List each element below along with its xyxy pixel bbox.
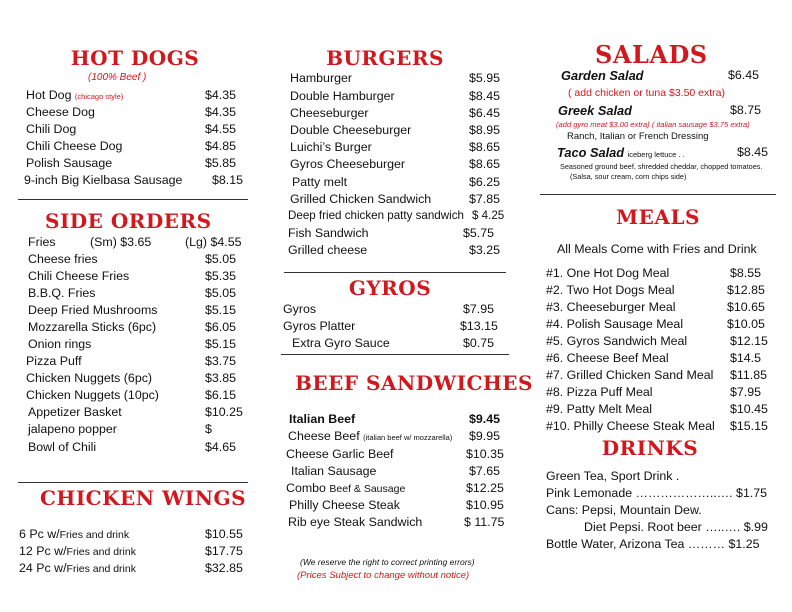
meals-title: MEALS (616, 205, 700, 229)
divider (18, 199, 248, 200)
meals-subtitle: All Meals Come with Fries and Drink (557, 242, 757, 256)
item-price: $12.15 (730, 334, 768, 348)
menu-item: Cheese Garlic Beef (286, 447, 394, 461)
item-price: $5.05 (205, 252, 237, 266)
item-price: $8.45 (469, 89, 501, 103)
dressing-options: Ranch, Italian or French Dressing (567, 131, 709, 142)
menu-item: Hot Dog (chicago style) (26, 88, 124, 102)
footnote-printing-errors: (We reserve the right to correct printing errors) (300, 557, 475, 567)
item-price: $5.05 (205, 286, 237, 300)
menu-item: Extra Gyro Sauce (292, 336, 390, 350)
item-price: $7.85 (469, 192, 501, 206)
menu-item: Gyros Cheeseburger (290, 157, 406, 171)
menu-item: 9-inch Big Kielbasa Sausage (24, 173, 183, 187)
footnote-prices-change: (Prices Subject to change without notice) (297, 570, 470, 581)
hot-dogs-title: HOT DOGS (70, 46, 200, 70)
item-price: $0.75 (463, 336, 495, 350)
taco-sides: (Salsa, sour cream, corn chips side) (570, 172, 687, 181)
salads-title: SALADS (595, 40, 708, 69)
menu-item: Luichi’s Burger (290, 140, 372, 154)
menu-item: #3. Cheeseburger Meal (546, 300, 676, 314)
item-price: $5.15 (205, 303, 237, 317)
divider (18, 482, 248, 483)
item-price: $5.85 (205, 156, 237, 170)
divider (540, 194, 776, 195)
menu-item: Cheese fries (28, 252, 98, 266)
menu-item: Deep fried chicken patty sandwich (288, 209, 464, 222)
item-price: $3.85 (205, 371, 237, 385)
menu-item: #6. Cheese Beef Meal (546, 351, 669, 365)
menu-item: Chili Cheese Fries (28, 269, 130, 283)
item-price: $8.15 (212, 173, 244, 187)
salad-note: ( add chicken or tuna $3.50 extra) (568, 87, 726, 99)
menu-item: Cheese Beef (italian beef w/ mozzarella) (288, 429, 453, 443)
menu-item: Gyros Platter (283, 319, 356, 333)
item-price: $ 11.75 (464, 515, 505, 529)
menu-item: #4. Polish Sausage Meal (546, 317, 684, 331)
item-price: $5.15 (205, 337, 237, 351)
item-price: $6.25 (469, 175, 501, 189)
menu-item: 24 Pc w/Fries and drink (19, 561, 136, 575)
item-price: $12.85 (727, 283, 765, 297)
item-price: $13.15 (460, 319, 498, 333)
chicken-wings-title: CHICKEN WINGS (40, 486, 247, 510)
item-price: $10.95 (466, 498, 504, 512)
menu-item: Chicken Nuggets (6pc) (26, 371, 153, 385)
menu-item: Grilled cheese (288, 243, 368, 257)
menu-item: Patty melt (292, 175, 348, 189)
item-price: $14.5 (730, 351, 762, 365)
item-price: $4.55 (205, 122, 237, 136)
item-price: $6.05 (205, 320, 237, 334)
menu-item: Chicken Nuggets (10pc) (26, 388, 159, 402)
item-price: $6.15 (205, 388, 237, 402)
item-price: $4.35 (205, 105, 237, 119)
item-price: $9.95 (469, 429, 501, 443)
menu-item: #2. Two Hot Dogs Meal (546, 283, 675, 297)
menu-item: Combo Beef & Sausage (286, 481, 406, 495)
item-price: $6.45 (469, 106, 501, 120)
menu-item: jalapeno popper (28, 422, 117, 436)
menu-item: Appetizer Basket (28, 405, 122, 419)
menu-item: Bowl of Chili (28, 440, 97, 454)
item-price: $8.95 (469, 123, 501, 137)
menu-item: Rib eye Steak Sandwich (288, 515, 423, 529)
item-price: $3.75 (205, 354, 237, 368)
menu-item: Double Hamburger (290, 89, 395, 103)
item-price: $10.05 (727, 317, 765, 331)
menu-item: #9. Patty Melt Meal (546, 402, 653, 416)
menu-item: B.B.Q. Fries (28, 286, 96, 300)
menu-item: Fish Sandwich (288, 226, 369, 240)
item-price: $8.75 (730, 103, 762, 117)
item-price: $7.95 (730, 385, 762, 399)
menu-item: #8. Pizza Puff Meal (546, 385, 653, 399)
item-price: $4.35 (205, 88, 237, 102)
item-price: $12.25 (466, 481, 504, 495)
menu-item: Onion rings (28, 337, 92, 351)
menu-item: 6 Pc w/Fries and drink (19, 527, 130, 541)
item-price: $7.95 (463, 302, 495, 316)
item-price: $ 4.25 (472, 209, 505, 222)
menu-item: Polish Sausage (26, 156, 113, 170)
menu-item: #5. Gyros Sandwich Meal (546, 334, 688, 348)
drink-line: Cans: Pepsi, Mountain Dew. (546, 503, 702, 517)
item-price: $9.45 (469, 412, 501, 426)
item-price: $15.15 (730, 419, 768, 433)
menu-item: Italian Sausage (291, 464, 377, 478)
menu-item: Mozzarella Sticks (6pc) (28, 320, 157, 334)
menu-item: Chili Cheese Dog (26, 139, 123, 153)
gyros-title: GYROS (348, 276, 432, 300)
item-price: $10.35 (466, 447, 504, 461)
divider (284, 272, 506, 273)
menu-item: 12 Pc w/Fries and drink (19, 544, 136, 558)
item-price: $10.65 (727, 300, 765, 314)
menu-item: Philly Cheese Steak (289, 498, 400, 512)
item-price: $8.65 (469, 140, 501, 154)
menu-item: Greek Salad (558, 103, 632, 118)
menu-item: Pizza Puff (26, 354, 82, 368)
menu-item: Deep Fried Mushrooms (28, 303, 158, 317)
item-price: $8.65 (469, 157, 501, 171)
item-price: $10.45 (730, 402, 768, 416)
menu-item: Cheeseburger (290, 106, 369, 120)
item-price: $10.55 (205, 527, 243, 541)
drink-line: Pink Lemonade ………………..…. $1.75 (546, 486, 768, 500)
item-price: $10.25 (205, 405, 243, 419)
menu-item: Double Cheeseburger (290, 123, 412, 137)
menu-item: Fries (28, 235, 56, 249)
item-price: $5.75 (463, 226, 495, 240)
menu-item: Grilled Chicken Sandwich (290, 192, 432, 206)
menu-item: Gyros (283, 302, 317, 316)
menu-item: Italian Beef (289, 412, 356, 426)
item-price: $4.65 (205, 440, 237, 454)
item-price: $8.55 (730, 266, 762, 280)
item-price: $11.85 (730, 368, 767, 382)
divider (281, 354, 509, 355)
item-price: $ (205, 422, 212, 436)
item-price: $5.95 (469, 71, 501, 85)
item-price: $17.75 (205, 544, 243, 558)
drink-line: Green Tea, Sport Drink . (546, 469, 680, 483)
menu-item: #10. Philly Cheese Steak Meal (546, 419, 715, 433)
menu-item: Hamburger (290, 71, 352, 85)
hot-dogs-subtitle: (100% Beef ) (88, 72, 147, 83)
item-price: $8.45 (737, 145, 769, 159)
menu-item: Cheese Dog (26, 105, 95, 119)
item-price: $4.85 (205, 139, 237, 153)
item-price: $5.35 (205, 269, 237, 283)
taco-description: Seasoned ground beef, shredded cheddar, chopped tomatoes. (560, 162, 763, 171)
item-price: $3.25 (469, 243, 501, 257)
item-price: (Lg) $4.55 (185, 235, 242, 249)
menu-item: Garden Salad (561, 68, 644, 83)
drink-line: Bottle Water, Arizona Tea ……… $1.25 (546, 537, 760, 551)
salad-note: (add gyro meat $3.00 extra) ( italian sausage $3.75 extra) (556, 120, 750, 129)
drink-line: Diet Pepsi. Root beer …..…. $.99 (584, 520, 768, 534)
item-price: $32.85 (205, 561, 243, 575)
item-price: $6.45 (728, 68, 760, 82)
menu-item: #1. One Hot Dog Meal (546, 266, 670, 280)
item-price: $7.65 (469, 464, 501, 478)
burgers-title: BURGERS (326, 46, 444, 70)
side-orders-title: SIDE ORDERS (45, 209, 212, 233)
menu-item: #7. Grilled Chicken Sand Meal (546, 368, 714, 382)
beef-sandwiches-title: BEEF SANDWICHES (295, 371, 533, 395)
menu-item: Chili Dog (26, 122, 77, 136)
item-price: (Sm) $3.65 (90, 235, 152, 249)
menu-item: Taco Salad iceberg lettuce . . (557, 145, 685, 160)
drinks-title: DRINKS (601, 436, 699, 460)
